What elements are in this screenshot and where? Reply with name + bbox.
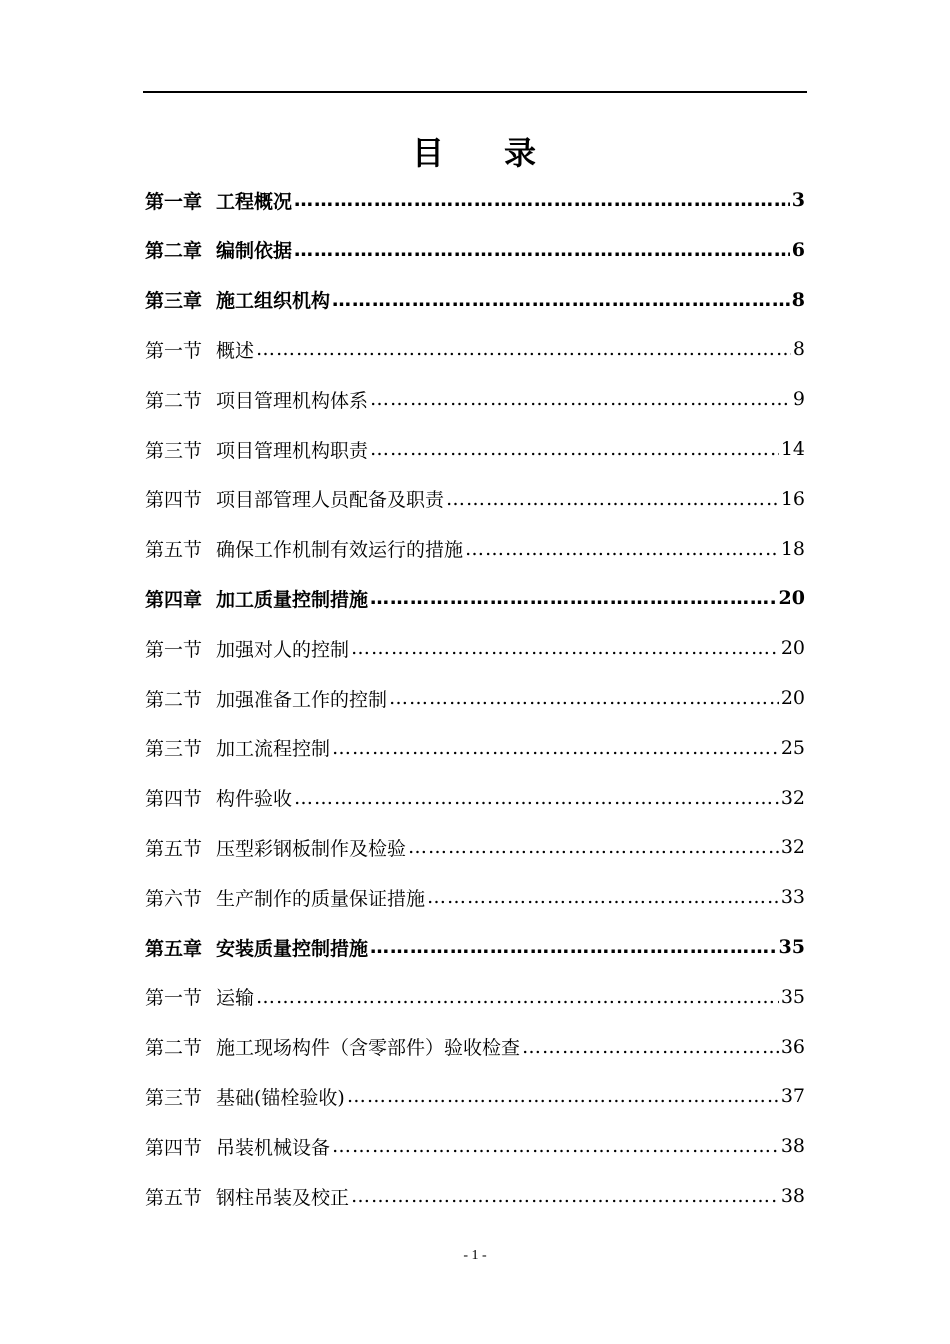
dot-leader (427, 886, 779, 908)
toc-section-entry[interactable] (145, 529, 805, 569)
toc-chapter-entry[interactable] (145, 927, 805, 967)
entry-number: 第五节 (145, 539, 203, 562)
entry-page-number: 35 (778, 936, 805, 958)
toc-chapter-entry[interactable] (145, 578, 805, 618)
entry-number: 第二节 (145, 688, 203, 711)
entry-title: 施工现场构件（含零部件）验收检查 (216, 1037, 521, 1060)
dot-leader (256, 986, 779, 1008)
entry-page-number: 18 (780, 537, 805, 560)
entry-number: 第四节 (145, 489, 203, 512)
dot-leader (294, 189, 790, 211)
dot-leader (332, 289, 790, 311)
toc-chapter-entry[interactable] (145, 280, 805, 320)
toc-section-entry[interactable] (145, 877, 805, 917)
entry-number: 第一节 (145, 638, 203, 661)
entry-title: 吊装机械设备 (216, 1136, 331, 1159)
entry-title: 加强对人的控制 (216, 638, 350, 661)
dot-leader (408, 836, 779, 858)
entry-title: 确保工作机制有效运行的措施 (216, 539, 464, 562)
entry-number: 第四节 (145, 788, 203, 811)
entry-page-number: 8 (791, 288, 805, 311)
dot-leader (389, 687, 779, 709)
entry-number: 第二节 (145, 389, 203, 412)
entry-page-number: 20 (778, 587, 805, 610)
entry-title: 项目管理机构体系 (216, 389, 369, 412)
toc-section-entry[interactable] (145, 1076, 805, 1116)
entry-number: 第一章 (145, 190, 203, 213)
entry-number: 第一节 (145, 339, 203, 362)
entry-page-number: 36 (780, 1035, 805, 1058)
entry-title: 概述 (216, 339, 255, 362)
dot-leader (465, 538, 779, 560)
title-char-1: 目 (411, 134, 446, 172)
entry-title: 施工组织机构 (216, 290, 331, 313)
entry-title: 工程概况 (216, 190, 293, 213)
entry-title: 构件验收 (216, 788, 293, 811)
dot-leader (351, 637, 779, 659)
entry-title: 生产制作的质量保证措施 (216, 887, 426, 910)
dot-leader (370, 936, 777, 958)
dot-leader (522, 1036, 779, 1058)
toc-section-entry[interactable] (145, 977, 805, 1017)
dot-leader (294, 239, 790, 261)
entry-number: 第三节 (145, 439, 203, 462)
toc-section-entry[interactable] (145, 728, 805, 768)
dot-leader (332, 1135, 779, 1157)
entry-page-number: 32 (780, 836, 805, 859)
toc-chapter-entry[interactable] (145, 230, 805, 270)
entry-page-number: 9 (792, 388, 805, 411)
toc-section-entry[interactable] (145, 379, 805, 419)
entry-title: 编制依据 (216, 240, 293, 263)
entry-title: 加工流程控制 (216, 738, 331, 761)
dot-leader (351, 1185, 779, 1207)
dot-leader (370, 388, 791, 410)
toc-section-entry[interactable] (145, 778, 805, 818)
entry-number: 第四章 (145, 588, 203, 611)
entry-number: 第五节 (145, 837, 203, 860)
entry-number: 第三节 (145, 1086, 203, 1109)
entry-page-number: 37 (780, 1085, 805, 1108)
entry-number: 第三章 (145, 290, 203, 313)
entry-page-number: 8 (792, 338, 805, 361)
toc-section-entry[interactable] (145, 827, 805, 867)
entry-number: 第二节 (145, 1037, 203, 1060)
entry-page-number: 16 (780, 487, 805, 510)
entry-page-number: 20 (780, 687, 805, 709)
entry-page-number: 38 (780, 1185, 805, 1207)
toc-section-entry[interactable] (145, 479, 805, 519)
entry-page-number: 14 (780, 438, 805, 460)
entry-page-number: 38 (780, 1135, 805, 1158)
toc-chapter-entry[interactable] (145, 180, 805, 220)
entry-title: 基础(锚栓验收) (216, 1086, 345, 1109)
header-rule (143, 91, 807, 93)
title-char-2: 录 (504, 134, 539, 172)
dot-leader (370, 587, 777, 609)
entry-number: 第五章 (145, 937, 203, 960)
toc-section-entry[interactable] (145, 1176, 805, 1216)
toc-section-entry[interactable] (145, 1126, 805, 1166)
entry-title: 钢柱吊装及校正 (216, 1186, 350, 1209)
toc-section-entry[interactable] (145, 329, 805, 369)
entry-title: 加强准备工作的控制 (216, 688, 388, 711)
entry-title: 运输 (216, 987, 255, 1010)
entry-number: 第六节 (145, 887, 203, 910)
dot-leader (332, 737, 779, 759)
toc-section-entry[interactable] (145, 628, 805, 668)
page-number: - 1 - (463, 1248, 487, 1263)
dot-leader (446, 488, 779, 510)
toc-title (0, 128, 950, 174)
dot-leader (256, 338, 791, 360)
entry-title: 项目部管理人员配备及职责 (216, 489, 445, 512)
entry-title: 安装质量控制措施 (216, 937, 369, 960)
toc-section-entry[interactable] (145, 1027, 805, 1067)
entry-page-number: 6 (791, 238, 805, 261)
entry-page-number: 3 (791, 189, 805, 211)
dot-leader (347, 1085, 779, 1107)
entry-number: 第五节 (145, 1186, 203, 1209)
entry-number: 第一节 (145, 987, 203, 1010)
entry-page-number: 25 (780, 736, 805, 759)
entry-number: 第四节 (145, 1136, 203, 1159)
entry-page-number: 33 (780, 886, 805, 909)
entry-number: 第三节 (145, 738, 203, 761)
entry-page-number: 20 (780, 637, 805, 660)
entry-page-number: 35 (780, 985, 805, 1008)
entry-title: 压型彩钢板制作及检验 (216, 837, 407, 860)
dot-leader (294, 787, 779, 809)
toc-section-entry[interactable] (145, 429, 805, 469)
entry-title: 项目管理机构职责 (216, 439, 369, 462)
entry-page-number: 32 (780, 786, 805, 809)
dot-leader (370, 438, 779, 460)
entry-number: 第二章 (145, 240, 203, 263)
toc-section-entry[interactable] (145, 678, 805, 718)
entry-title: 加工质量控制措施 (216, 588, 369, 611)
